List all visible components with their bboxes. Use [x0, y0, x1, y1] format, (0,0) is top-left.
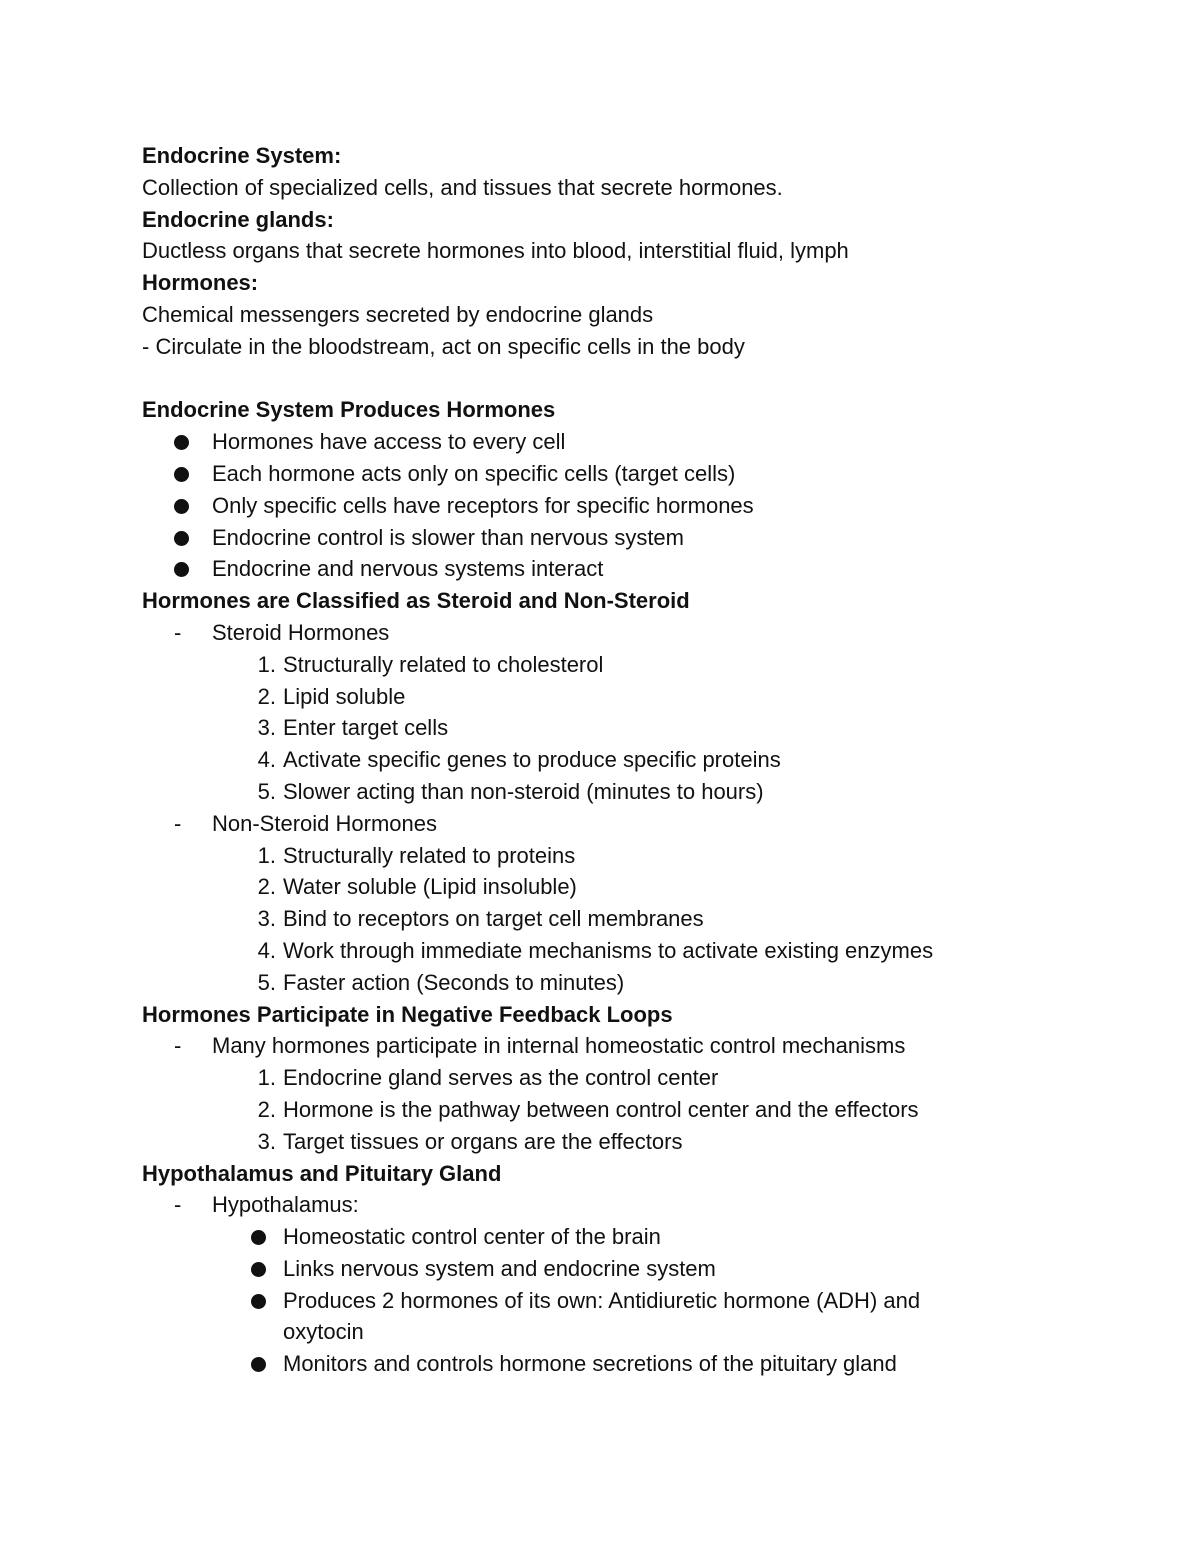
numbered-item: 2. Water soluble (Lipid insoluble) [257, 874, 577, 900]
section-heading-hypothalamus: Hypothalamus and Pituitary Gland [142, 1160, 502, 1186]
bullet-icon [251, 1294, 266, 1309]
bullet-icon [251, 1262, 266, 1277]
dash-marker: - [174, 619, 182, 645]
section-heading-classified: Hormones are Classified as Steroid and Non-Steroid [142, 588, 690, 614]
list-item: Monitors and controls hormone secretions of the pituitary gland [142, 1348, 1042, 1380]
definition-endocrine-system: Collection of specialized cells, and tissues that secrete hormones. [142, 174, 783, 200]
definition-endocrine-glands: Ductless organs that secrete hormones into blood, interstitial fluid, lymph [142, 238, 849, 264]
section-heading-produces-hormones: Endocrine System Produces Hormones [142, 397, 556, 423]
list-item: Only specific cells have receptors for specific hormones [142, 490, 1042, 522]
bullet-icon [251, 1357, 266, 1372]
spacer [142, 363, 1042, 395]
bullet-icon [251, 1230, 266, 1245]
numbered-item: 5. Faster action (Seconds to minutes) [257, 969, 625, 995]
sublist-label-steroid: - Steroid Hormones [142, 617, 1042, 649]
numbered-item: 3. Bind to receptors on target cell membranes [257, 906, 704, 932]
bullet-icon [174, 531, 189, 546]
dash-marker: - [174, 1033, 182, 1059]
sublist-label-feedback: - Many hormones participate in internal homeostatic control mechanisms [142, 1030, 1042, 1062]
numbered-item: 2. Lipid soluble [257, 683, 406, 709]
list-item: Endocrine control is slower than nervous system [142, 522, 1042, 554]
bullet-icon [174, 562, 189, 577]
numbered-item: 4. Activate specific genes to produce specific proteins [257, 747, 781, 773]
dash-marker: - [174, 810, 182, 836]
numbered-item: 4. Work through immediate mechanisms to activate existing enzymes [257, 937, 934, 963]
numbered-item: 3. Enter target cells [257, 715, 449, 741]
numbered-item: 3. Target tissues or organs are the effectors [257, 1128, 683, 1154]
numbered-item: 1. Structurally related to proteins [257, 842, 576, 868]
numbered-item: 1. Structurally related to cholesterol [257, 651, 604, 677]
list-item: Each hormone acts only on specific cells (target cells) [142, 458, 1042, 490]
bullet-icon [174, 435, 189, 450]
heading-endocrine-glands: Endocrine glands: [142, 206, 334, 232]
bullet-icon [174, 499, 189, 514]
section-heading-feedback: Hormones Participate in Negative Feedback Loops [142, 1001, 673, 1027]
definition-hormones: Chemical messengers secreted by endocrine glands [142, 301, 654, 327]
heading-hormones: Hormones: [142, 270, 259, 296]
list-item: Homeostatic control center of the brain [142, 1221, 1042, 1253]
numbered-item: 1. Endocrine gland serves as the control center [257, 1065, 719, 1091]
list-item: Endocrine and nervous systems interact [142, 553, 1042, 585]
bullet-icon [174, 467, 189, 482]
list-item: Produces 2 hormones of its own: Antidiuretic hormone (ADH) and oxytocin [142, 1285, 1042, 1349]
numbered-item: 2. Hormone is the pathway between control center and the effectors [257, 1096, 919, 1122]
numbered-item: 5. Slower acting than non-steroid (minutes to hours) [257, 778, 764, 804]
list-item: Links nervous system and endocrine system [142, 1253, 1042, 1285]
sublist-label-nonsteroid: - Non-Steroid Hormones [142, 808, 1042, 840]
hormones-note: - Circulate in the bloodstream, act on specific cells in the body [142, 333, 745, 359]
heading-endocrine-system: Endocrine System: [142, 143, 342, 168]
list-item: Hormones have access to every cell [142, 426, 1042, 458]
sublist-label-hypothalamus: - Hypothalamus: [142, 1189, 1042, 1221]
dash-marker: - [174, 1192, 182, 1218]
document-body [142, 140, 1042, 1380]
